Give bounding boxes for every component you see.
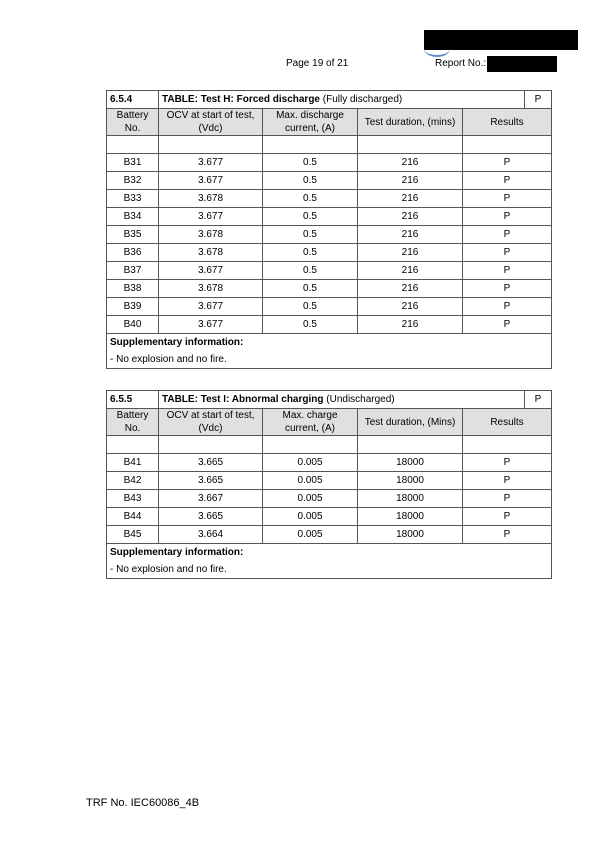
column-header: Max. charge current, (A) bbox=[263, 409, 358, 436]
footer-trf-number: TRF No. IEC60086_4B bbox=[86, 797, 200, 809]
column-header-row bbox=[107, 109, 552, 136]
column-header: Battery No. bbox=[107, 409, 159, 436]
table-cell: 3.677 bbox=[159, 208, 263, 226]
table-cell: P bbox=[463, 190, 552, 208]
table-cell: P bbox=[463, 472, 552, 490]
table-cell: 18000 bbox=[358, 472, 463, 490]
verdict: P bbox=[525, 91, 552, 109]
column-header-row bbox=[107, 409, 552, 436]
table-row bbox=[107, 280, 552, 298]
table-cell: P bbox=[463, 526, 552, 544]
column-header: Max. discharge current, (A) bbox=[263, 109, 358, 136]
table-cell: 0.5 bbox=[263, 280, 358, 298]
blank-cell bbox=[263, 136, 358, 154]
table-cell: 0.005 bbox=[263, 526, 358, 544]
verdict: P bbox=[525, 391, 552, 409]
table-cell: 18000 bbox=[358, 454, 463, 472]
table-cell: 216 bbox=[358, 316, 463, 334]
table-cell: 3.677 bbox=[159, 262, 263, 280]
table-title bbox=[159, 91, 525, 109]
table-title-condition: (Undischarged) bbox=[323, 394, 395, 405]
table-cell: 0.5 bbox=[263, 298, 358, 316]
column-header: OCV at start of test, (Vdc) bbox=[159, 109, 263, 136]
table-cell: B31 bbox=[107, 154, 159, 172]
table-cell: 216 bbox=[358, 244, 463, 262]
supplementary-note-row bbox=[107, 561, 552, 579]
table-cell: 3.677 bbox=[159, 316, 263, 334]
table-cell: 0.5 bbox=[263, 190, 358, 208]
table-title-condition: (Fully discharged) bbox=[319, 94, 403, 105]
table-cell: B34 bbox=[107, 208, 159, 226]
table-cell: B32 bbox=[107, 172, 159, 190]
blank-cell bbox=[358, 436, 463, 454]
table-cell: B36 bbox=[107, 244, 159, 262]
table-cell: 3.665 bbox=[159, 472, 263, 490]
blank-cell bbox=[159, 136, 263, 154]
column-header: OCV at start of test, (Vdc) bbox=[159, 409, 263, 436]
table-row bbox=[107, 208, 552, 226]
blank-cell bbox=[263, 436, 358, 454]
table-cell: P bbox=[463, 298, 552, 316]
table-title-bold: TABLE: Test H: Forced discharge bbox=[162, 94, 320, 105]
table-row bbox=[107, 508, 552, 526]
table-row bbox=[107, 316, 552, 334]
table-cell: 216 bbox=[358, 208, 463, 226]
blank-cell bbox=[107, 136, 159, 154]
table-cell: B39 bbox=[107, 298, 159, 316]
supplementary-note-row bbox=[107, 351, 552, 369]
table-cell: B33 bbox=[107, 190, 159, 208]
table-cell: 3.665 bbox=[159, 508, 263, 526]
column-header: Battery No. bbox=[107, 109, 159, 136]
supplementary-row bbox=[107, 544, 552, 562]
table-cell: 3.678 bbox=[159, 190, 263, 208]
supplementary-label: Supplementary information: bbox=[107, 334, 552, 352]
table-cell: 18000 bbox=[358, 490, 463, 508]
table-row bbox=[107, 154, 552, 172]
table-title bbox=[159, 391, 525, 409]
table-cell: B45 bbox=[107, 526, 159, 544]
table-cell: P bbox=[463, 154, 552, 172]
table-cell: 216 bbox=[358, 172, 463, 190]
table-cell: 3.667 bbox=[159, 490, 263, 508]
table-title-row bbox=[107, 91, 552, 109]
table-title-row bbox=[107, 391, 552, 409]
blank-cell bbox=[107, 436, 159, 454]
table-cell: 3.665 bbox=[159, 454, 263, 472]
table-row bbox=[107, 454, 552, 472]
section-number: 6.5.5 bbox=[107, 391, 159, 409]
table-cell: 216 bbox=[358, 298, 463, 316]
table-cell: B44 bbox=[107, 508, 159, 526]
table-cell: B37 bbox=[107, 262, 159, 280]
column-header: Results bbox=[463, 109, 552, 136]
table-row bbox=[107, 262, 552, 280]
table-row bbox=[107, 298, 552, 316]
blank-row bbox=[107, 136, 552, 154]
table-cell: P bbox=[463, 208, 552, 226]
blank-cell bbox=[463, 436, 552, 454]
table-cell: B35 bbox=[107, 226, 159, 244]
table-row bbox=[107, 172, 552, 190]
table-cell: P bbox=[463, 244, 552, 262]
table-cell: P bbox=[463, 172, 552, 190]
table-cell: 0.005 bbox=[263, 490, 358, 508]
redacted-report-number bbox=[487, 56, 557, 72]
table-row bbox=[107, 226, 552, 244]
table-title-bold: TABLE: Test I: Abnormal charging bbox=[162, 394, 324, 405]
logo-swoosh-icon bbox=[424, 41, 450, 57]
table-cell: 3.678 bbox=[159, 226, 263, 244]
table-cell: 0.5 bbox=[263, 154, 358, 172]
table-cell: 0.005 bbox=[263, 472, 358, 490]
table-cell: 3.677 bbox=[159, 298, 263, 316]
table-row bbox=[107, 490, 552, 508]
table-cell: 216 bbox=[358, 226, 463, 244]
supplementary-label: Supplementary information: bbox=[107, 544, 552, 562]
table-cell: B41 bbox=[107, 454, 159, 472]
table-cell: P bbox=[463, 262, 552, 280]
table-cell: 3.677 bbox=[159, 154, 263, 172]
table-cell: 0.5 bbox=[263, 172, 358, 190]
blank-row bbox=[107, 436, 552, 454]
table-cell: B42 bbox=[107, 472, 159, 490]
table-cell: B38 bbox=[107, 280, 159, 298]
table-cell: B40 bbox=[107, 316, 159, 334]
table-cell: 216 bbox=[358, 190, 463, 208]
table-cell: 18000 bbox=[358, 508, 463, 526]
table-cell: 0.5 bbox=[263, 226, 358, 244]
page-number: Page 19 of 21 bbox=[286, 58, 349, 69]
table-cell: P bbox=[463, 280, 552, 298]
supplementary-row bbox=[107, 334, 552, 352]
column-header: Test duration, (mins) bbox=[358, 109, 463, 136]
table-cell: 0.005 bbox=[263, 454, 358, 472]
table-cell: 3.677 bbox=[159, 172, 263, 190]
report-number-label: Report No.: bbox=[435, 58, 487, 69]
supplementary-note: - No explosion and no fire. bbox=[107, 561, 552, 579]
blank-cell bbox=[358, 136, 463, 154]
test-i-table bbox=[106, 390, 552, 579]
table-cell: 3.664 bbox=[159, 526, 263, 544]
test-h-table bbox=[106, 90, 552, 369]
column-header: Results bbox=[463, 409, 552, 436]
table-cell: 0.005 bbox=[263, 508, 358, 526]
table-cell: 216 bbox=[358, 154, 463, 172]
table-cell: B43 bbox=[107, 490, 159, 508]
table-cell: 3.678 bbox=[159, 280, 263, 298]
section-number: 6.5.4 bbox=[107, 91, 159, 109]
blank-cell bbox=[159, 436, 263, 454]
table-cell: 3.678 bbox=[159, 244, 263, 262]
table-row bbox=[107, 526, 552, 544]
table-cell: 0.5 bbox=[263, 316, 358, 334]
table-cell: P bbox=[463, 490, 552, 508]
table-cell: P bbox=[463, 226, 552, 244]
table-row bbox=[107, 190, 552, 208]
table-cell: P bbox=[463, 508, 552, 526]
table-cell: 0.5 bbox=[263, 262, 358, 280]
table-cell: P bbox=[463, 454, 552, 472]
column-header: Test duration, (Mins) bbox=[358, 409, 463, 436]
table-cell: 216 bbox=[358, 280, 463, 298]
table-cell: 18000 bbox=[358, 526, 463, 544]
table-cell: 216 bbox=[358, 262, 463, 280]
table-row bbox=[107, 472, 552, 490]
table-row bbox=[107, 244, 552, 262]
table-cell: 0.5 bbox=[263, 208, 358, 226]
blank-cell bbox=[463, 136, 552, 154]
table-cell: 0.5 bbox=[263, 244, 358, 262]
supplementary-note: - No explosion and no fire. bbox=[107, 351, 552, 369]
table-cell: P bbox=[463, 316, 552, 334]
